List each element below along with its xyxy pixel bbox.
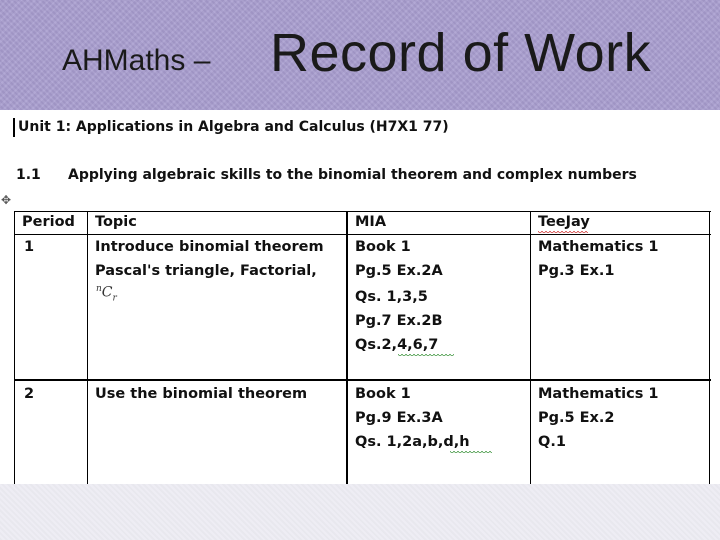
row1-teejay-line1: Mathematics 1 [538,239,659,255]
row1-mia-line1: Book 1 [355,239,411,255]
unit-heading: Unit 1: Applications in Algebra and Calculus (H7X1 77) [18,119,449,135]
row2-teejay-line1: Mathematics 1 [538,386,659,402]
row1-mia-line4: Pg.7 Ex.2B [355,313,443,329]
section-title: Applying algebraic skills to the binomial theorem and complex numbers [68,167,637,183]
table-border-right [709,211,710,484]
table-border-left [14,211,15,484]
spelling-underline [538,231,588,234]
row2-mia-line2: Pg.9 Ex.3A [355,410,443,426]
row1-mia-line3: Qs. 1,3,5 [355,289,428,305]
document-footer-band [0,484,720,540]
row1-topic-formula: $^nC_r$ [96,284,117,304]
header-period: Period [22,214,75,230]
header-teejay: TeeJay [538,214,590,230]
text-cursor [13,118,15,137]
table-col-divider-2 [346,211,348,484]
header-mia: MIA [355,214,387,230]
row1-topic-line1: Introduce binomial theorem [95,239,324,255]
row1-topic-line2: Pascal's triangle, Factorial, [95,263,317,279]
move-cross-icon[interactable]: ✥ [0,193,12,207]
row1-mia-line2: Pg.5 Ex.2A [355,263,443,279]
row2-mia-line1: Book 1 [355,386,411,402]
grammar-underline [398,354,454,357]
table-row-divider [14,379,711,381]
row2-teejay-line3: Q.1 [538,434,566,450]
title-prefix: AHMaths – [62,44,211,77]
row2-mia-line3: Qs. 1,2a,b,d,h [355,434,470,450]
row1-teejay-line2: Pg.3 Ex.1 [538,263,615,279]
table-col-divider-3 [530,211,531,484]
row2-period: 2 [24,386,35,402]
table-header-divider [14,234,711,235]
section-number: 1.1 [16,167,41,183]
row2-topic-line1: Use the binomial theorem [95,386,308,402]
table-border-top [14,211,711,212]
row1-mia-line5: Qs.2,4,6,7 [355,337,439,353]
row1-period: 1 [24,239,35,255]
header-topic: Topic [95,214,137,230]
record-table [14,211,711,484]
grammar-underline [450,451,492,454]
table-col-divider-1 [87,211,88,484]
slide-title [0,18,720,98]
title-main: Record of Work [270,23,652,83]
row2-teejay-line2: Pg.5 Ex.2 [538,410,615,426]
